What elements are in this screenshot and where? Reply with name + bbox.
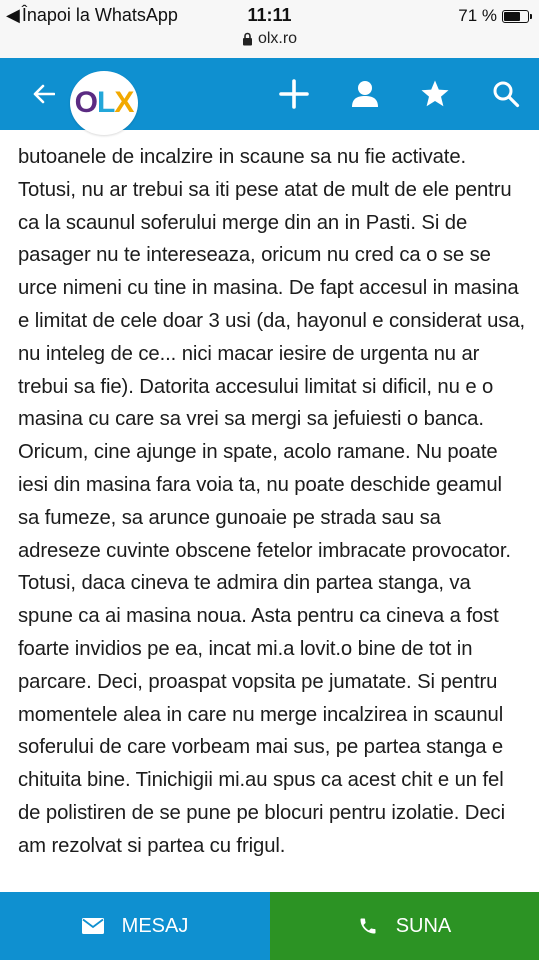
lock-icon	[242, 32, 253, 46]
add-listing-button[interactable]	[272, 58, 316, 130]
phone-icon	[358, 916, 378, 936]
search-button[interactable]	[484, 58, 528, 130]
back-chevron-icon: ◀	[6, 5, 20, 25]
favorites-button[interactable]	[413, 58, 457, 130]
call-button-label: SUNA	[395, 914, 452, 937]
back-arrow-icon	[33, 84, 55, 104]
listing-description[interactable]	[0, 130, 539, 892]
envelope-icon	[82, 918, 104, 934]
back-to-whatsapp-label: Înapoi la WhatsApp	[21, 5, 178, 25]
user-icon	[350, 79, 380, 109]
back-arrow-button[interactable]	[24, 58, 64, 130]
description-text: butoanele de incalzire in scaune sa nu fie activate. Totusi, nu ar trebui sa iti pese atat de mult de ele pentru ca la scaunul soferului merge din an in Pasti. Si de pasager nu te intereseaza, oricum nu cred ca o se se urce nimeni cu tine in masina. De fapt accesul in masina e limitat de cele doar 3 usi (da, hayonul e considerat usa, nu inteleg de ce... nici macar iesire de urgenta nu ar trebui sa fie). Datorita accesului limitat si dificil, nu e o masina cu care sa vrei sa mergi sa jefuiesti o banca. Oricum, cine ajunge in spate, acolo ramane. Nu poate iesi din masina fara voia ta, nu poate deschide geamul sa fumeze, sa arunce gunoaie pe strada sau sa adreseze cuvinte obscene fetelor imbracate provocator. Totusi, daca cineva te admira din partea stanga, va spune ca ai masina noua. Asta pentru ca cineva a fost foarte invidios pe ea, incat mi.a lovit.o bine de tot in parcare. Deci, proaspat vopsita pe jumatate. Si pentru momentele alea in care nu merge incalzirea in scaunul soferului de care vorbeam mai sus, pe partea stanga e chituita bine. Tinichigii mi.au spus ca acest chit e un fel de polistiren de se pune pe blocuri pentru izolatie. Deci am rezolvat si partea cu frigul.	[18, 146, 526, 857]
olx-logo[interactable]	[70, 71, 138, 135]
battery-percent: 71 %	[458, 6, 497, 25]
url-bar[interactable]	[0, 30, 539, 48]
logo-letter-x: X	[114, 86, 134, 119]
battery-indicator	[458, 6, 529, 26]
star-icon	[420, 79, 450, 109]
plus-icon	[279, 79, 309, 109]
status-bar	[0, 0, 539, 58]
url-text: olx.ro	[257, 30, 298, 47]
app-bar	[0, 58, 539, 130]
call-button[interactable]	[270, 892, 539, 960]
battery-icon	[502, 10, 529, 23]
contact-bar	[0, 892, 539, 960]
message-button-label: MESAJ	[121, 914, 189, 937]
logo-letter-l: L	[97, 86, 115, 119]
search-icon	[492, 80, 520, 108]
status-clock: 11:11	[247, 5, 292, 25]
message-button[interactable]	[0, 892, 270, 960]
account-button[interactable]	[343, 58, 387, 130]
logo-letter-o: O	[74, 86, 97, 119]
